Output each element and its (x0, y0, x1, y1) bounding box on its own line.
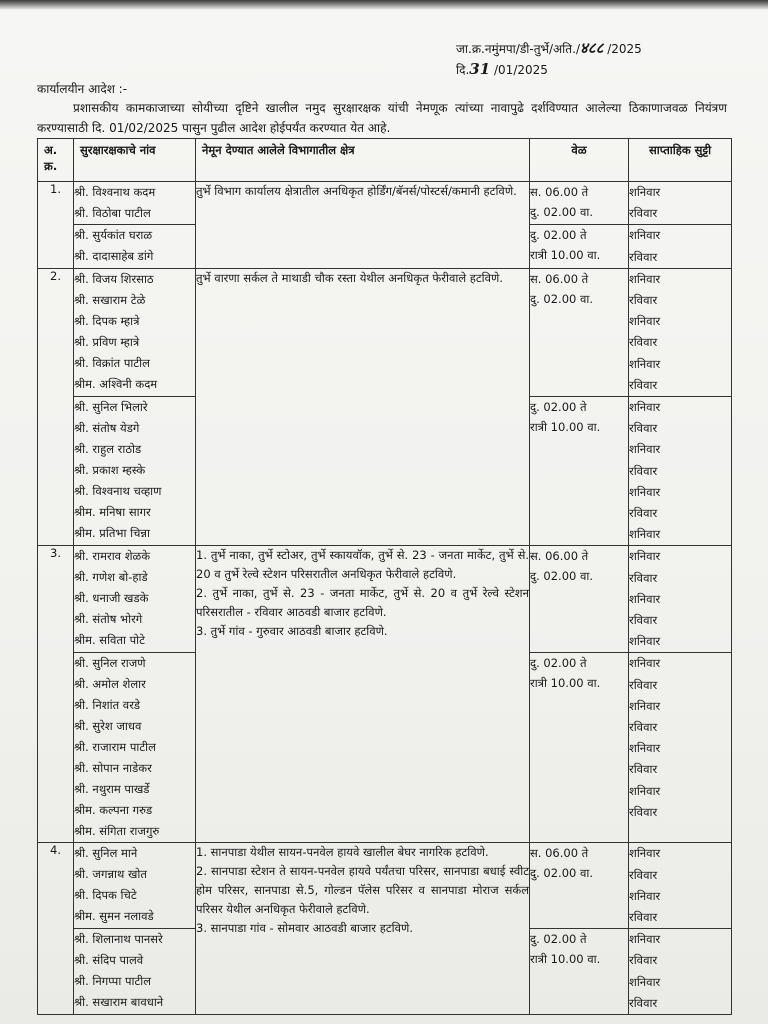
weekly-off-cell (629, 929, 732, 1015)
serial-number-cell: 4. (38, 843, 74, 1015)
weekly-off-day: रविवार (629, 570, 658, 585)
guard-name: श्री. रामराव शेळके (74, 549, 151, 564)
guard-name: श्री. सुरेश जाधव (74, 719, 142, 734)
shift-time-text: दु. 02.00 वा. (530, 866, 594, 881)
weekly-off-day: शनिवार (629, 888, 661, 903)
area-item: 3. सानपाडा गांव - सोमवार आठवडी बाजार हटविणे. (196, 921, 414, 936)
guard-names-cell (74, 546, 196, 653)
guard-name: श्री. नथुराम पाखर्डे (74, 782, 150, 797)
table-row (38, 546, 732, 653)
col-header-area: नेमून देण्यात आलेले विभागातील क्षेत्र (196, 139, 530, 182)
guard-name: श्री. अमोल शेलार (74, 677, 146, 692)
weekly-off-cell (629, 225, 732, 268)
weekly-off-day: रविवार (629, 506, 658, 521)
shift-time-text: दु. 02.00 ते (530, 400, 587, 415)
guard-name: श्री. विश्वनाथ चव्हाण (74, 484, 162, 499)
guard-names-cell (74, 843, 196, 929)
shift-time-cell (530, 843, 629, 929)
guard-name: श्री. सखाराम टेळे (74, 292, 146, 307)
guard-names-cell (74, 653, 196, 843)
weekly-off-day: शनिवार (629, 314, 661, 329)
order-intro-paragraph: प्रशासकीय कामकाजाच्या सोयीच्या दृष्टिने खालील नमुद सुरक्षारक्षक यांची नेमणूक त्यांच्या नावापुढे दर्शविण्यात आलेल्या ठिकाणाजवळ नियंत्रण करण्यासाठी दि. 01/02/2025 पासुन पुढील आदेश होईपर्यंत करण्यात येत आहे. (37, 101, 727, 135)
guard-name: श्री. सखाराम बावधाने (74, 995, 164, 1010)
guard-name: श्री. गणेश बो-हाडे (74, 570, 148, 585)
guard-name: श्री. विठोबा पाटील (74, 206, 151, 220)
guard-name: श्री. शिलानाथ पानसरे (74, 932, 163, 947)
scan-edge-shadow (0, 0, 768, 10)
shift-time-cell (530, 397, 629, 546)
shift-time-text: स. 06.00 ते (530, 271, 589, 286)
shift-time-text: स. 06.00 ते (530, 185, 589, 199)
weekly-off-day: रविवार (629, 206, 658, 221)
guard-name: श्री. प्रविण म्हात्रे (74, 334, 140, 349)
guard-name: श्री. राहुल राठोड (74, 442, 142, 457)
assigned-area-cell (196, 182, 530, 269)
weekly-off-day: शनिवार (629, 356, 661, 371)
guard-name: श्री. जगन्नाथ खोत (74, 867, 147, 882)
area-item: 1. सानपाडा येथील सायन-पनवेल हायवे खालील बेघर नागरिक हटविणे. (196, 845, 489, 860)
col-header-serial: अ. क्र. (38, 139, 74, 182)
assignment-table (37, 138, 732, 1015)
weekly-off-day: शनिवार (629, 527, 661, 542)
weekly-off-day: शनिवार (629, 634, 661, 649)
guard-name: श्रीम. मनिषा सागर (74, 505, 151, 520)
guard-name: श्री. प्रकाश म्हस्के (74, 463, 146, 478)
guard-name: श्री. सुर्यकांत घराळ (74, 228, 153, 243)
col-header-time: वेळ (530, 139, 629, 182)
weekly-off-day: रविवार (629, 995, 658, 1010)
table-row (38, 182, 732, 225)
guard-name: श्री. विजय शिरसाठ (74, 271, 154, 286)
date-month-year: /01/2025 (494, 63, 548, 77)
guard-name: श्री. दिपक म्हात्रे (74, 313, 140, 328)
weekly-off-day: रविवार (629, 953, 658, 968)
guard-name: श्री. सोपान नाडेकर (74, 761, 152, 776)
shift-time-cell (530, 268, 629, 396)
area-text: तुर्भे वारणा सर्कल ते माथाडी चौक रस्ता येथील अनधिकृत फेरीवाले हटविणे. (196, 270, 504, 285)
serial-number-cell: 3. (38, 546, 74, 843)
order-title: कार्यालयीन आदेश :- (37, 82, 128, 96)
shift-time-text: रात्री 10.00 वा. (530, 952, 601, 967)
weekly-off-day: शनिवार (629, 741, 661, 756)
shift-time-text: दु. 02.00 ते (530, 228, 587, 243)
weekly-off-day: रविवार (629, 613, 658, 628)
guard-name: श्रीम. सुमन नलावडे (74, 909, 154, 924)
guard-name: श्रीम. प्रतिभा चिन्ना (74, 526, 150, 541)
area-text: तुर्भे विभाग कार्यालय क्षेत्रातील अनधिकृत होर्डिंग/बॅनर्स/पोस्टर्स/कमानी हटविणे. (196, 184, 517, 198)
guard-name: श्रीम. अश्विनी कदम (74, 376, 158, 391)
guard-names-cell (74, 397, 196, 546)
guard-name: श्री. राजाराम पाटील (74, 740, 156, 755)
guard-name: श्री. विक्रांत पाटील (74, 355, 150, 370)
guard-names-cell (74, 225, 196, 268)
table-header-row (38, 139, 732, 182)
assigned-area-cell (196, 843, 530, 1015)
table-row (38, 268, 732, 396)
weekly-off-cell (629, 653, 732, 843)
weekly-off-day: शनिवार (629, 400, 661, 415)
date-line (456, 59, 642, 80)
serial-number-cell: 2. (38, 268, 74, 546)
weekly-off-day: रविवार (629, 335, 658, 350)
guard-names-cell (74, 929, 196, 1015)
weekly-off-cell (629, 843, 732, 929)
shift-time-text: दु. 02.00 ते (530, 932, 587, 947)
weekly-off-day: रविवार (629, 804, 658, 819)
shift-time-text: रात्री 10.00 वा. (530, 676, 601, 691)
shift-time-text: दु. 02.00 वा. (530, 205, 594, 219)
guard-name: श्री. संतोष येडगे (74, 421, 140, 436)
weekly-off-day: रविवार (629, 249, 658, 264)
area-item: 1. तुर्भे नाका, तुर्भे स्टोअर, तुर्भे स्कायवॉक, तुर्भे से. 23 - जनता मार्केट, तुर्भे से. 20 व तुर्भे रेल्वे स्टेशन परिसरातील अनधिकृत फेरीवाले हटविणे. (196, 548, 529, 582)
weekly-off-day: रविवार (629, 867, 658, 882)
shift-time-cell (530, 225, 629, 268)
weekly-off-cell (629, 546, 732, 653)
weekly-off-day: रविवार (629, 720, 658, 735)
weekly-off-day: शनिवार (629, 484, 661, 499)
shift-time-text: दु. 02.00 ते (530, 656, 587, 671)
reference-year: /2025 (607, 42, 642, 56)
assigned-area-cell (196, 546, 530, 843)
weekly-off-day: शनिवार (629, 549, 661, 564)
area-item: 3. तुर्भे गांव - गुरुवार आठवडी बाजार हटविणे. (196, 624, 388, 639)
guard-name: श्री. संदिप पालवे (74, 953, 144, 968)
weekly-off-day: शनिवार (629, 656, 661, 671)
weekly-off-cell (629, 268, 732, 396)
shift-time-text: स. 06.00 ते (530, 846, 589, 861)
shift-time-cell (530, 546, 629, 653)
table-row (38, 843, 732, 929)
guard-name: श्री. दिपक चिटे (74, 888, 137, 903)
guard-name: श्री. विश्वनाथ कदम (74, 185, 156, 199)
weekly-off-day: शनिवार (629, 442, 661, 457)
guard-name: श्री. निगप्पा पाटील (74, 974, 152, 989)
shift-time-text: रात्री 10.00 वा. (530, 420, 601, 435)
weekly-off-day: रविवार (629, 421, 658, 436)
area-item: 2. तुर्भे नाका, तुर्भे से. 23 - जनता मार्केट, तुर्भे से. 20 व तुर्भे रेल्वे स्टेशन परिसरातील - रविवार आठवडी बाजार हटविणे. (196, 586, 529, 620)
weekly-off-day: रविवार (629, 910, 658, 925)
date-prefix: दि. (456, 63, 470, 77)
guard-name: श्रीम. संगिता राजगुरु (74, 824, 160, 839)
guard-name: श्रीम. सविता पोटे (74, 633, 145, 648)
weekly-off-day: शनिवार (629, 932, 661, 947)
weekly-off-day: शनिवार (629, 591, 661, 606)
shift-time-text: स. 06.00 ते (530, 549, 589, 564)
weekly-off-day: रविवार (629, 463, 658, 478)
weekly-off-day: रविवार (629, 293, 658, 308)
guard-name: श्री. सुनिल राजणे (74, 656, 146, 671)
handwritten-date-day: 31 (469, 60, 491, 78)
guard-name: श्री. संतोष भोरगे (74, 612, 143, 627)
assigned-area-cell (196, 268, 530, 546)
reference-block (456, 38, 642, 80)
col-header-weekly-off: साप्ताहिक सुट्टी (629, 139, 732, 182)
weekly-off-day: रविवार (629, 677, 658, 692)
weekly-off-day: शनिवार (629, 271, 661, 286)
weekly-off-day: शनिवार (629, 846, 661, 861)
weekly-off-day: शनिवार (629, 185, 661, 199)
guard-name: श्री. धनाजी खडके (74, 591, 149, 606)
guard-name: श्री. सुनिल माने (74, 846, 138, 861)
guard-name: श्री. निशांत वरडे (74, 698, 141, 713)
reference-prefix: जा.क्र.नमुंमपा/डी-तुर्भे/अति./ (456, 42, 580, 56)
serial-number-cell: 1. (38, 182, 74, 269)
shift-time-cell (530, 653, 629, 843)
col-header-guard-name: सुरक्षारक्षकाचे नांव (74, 139, 196, 182)
weekly-off-day: शनिवार (629, 783, 661, 798)
guard-name: श्रीम. कल्पना गरुड (74, 803, 153, 818)
guard-names-cell (74, 268, 196, 396)
weekly-off-day: शनिवार (629, 698, 661, 713)
guard-names-cell (74, 182, 196, 225)
shift-time-text: दु. 02.00 वा. (530, 291, 594, 306)
weekly-off-day: शनिवार (629, 974, 661, 989)
shift-time-text: दु. 02.00 वा. (530, 569, 594, 584)
guard-name: श्री. सुनिल भिलारे (74, 400, 148, 415)
weekly-off-cell (629, 397, 732, 546)
handwritten-reference-number: ४८८ (580, 39, 604, 57)
shift-time-text: रात्री 10.00 वा. (530, 248, 601, 263)
shift-time-cell (530, 929, 629, 1015)
weekly-off-day: रविवार (629, 762, 658, 777)
weekly-off-day: रविवार (629, 377, 658, 392)
table-body (38, 182, 732, 1015)
shift-time-cell (530, 182, 629, 225)
guard-name: श्री. दादासाहेब डांगे (74, 249, 154, 264)
reference-number-line (456, 38, 642, 59)
weekly-off-day: शनिवार (629, 228, 661, 243)
weekly-off-cell (629, 182, 732, 225)
area-item: 2. सानपाडा स्टेशन ते सायन-पनवेल हायवे पर्यंतचा परिसर, सानपाडा बधाई स्वीट होम परिसर, सानपाडा से.5, गोल्डन पॅलेस परिसर व सानपाडा मोराज सर्कल परिसर येथील अनधिकृत फेरीवाले हटविणे. (196, 864, 529, 917)
